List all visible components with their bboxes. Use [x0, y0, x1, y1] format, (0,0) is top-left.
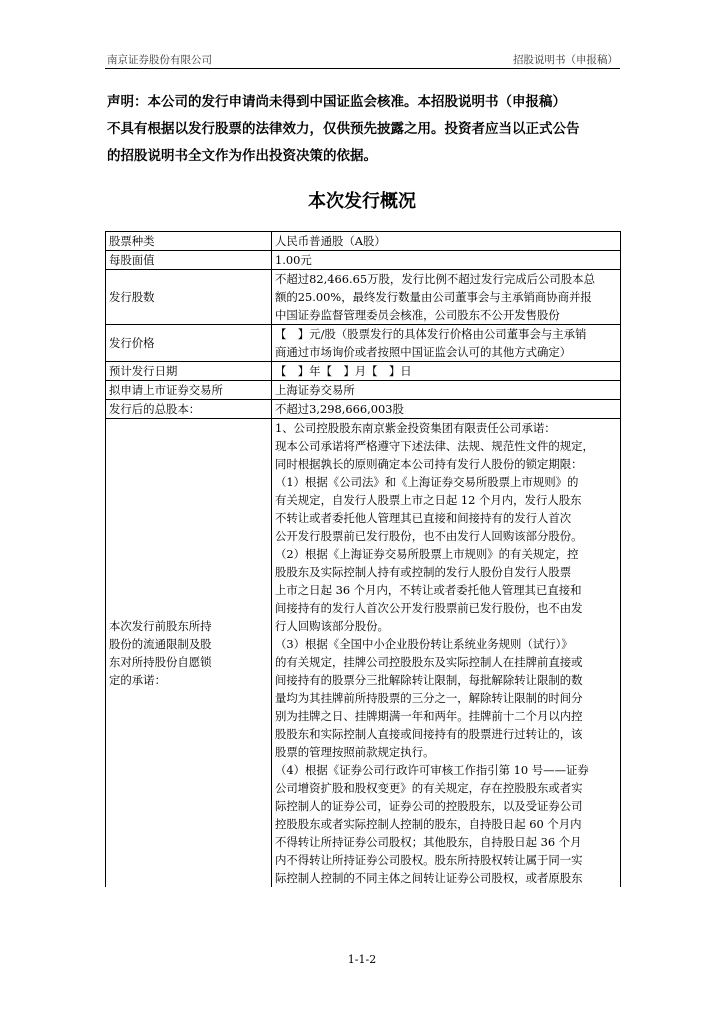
- row-value: 上海证券交易所: [272, 381, 621, 400]
- row-key: 每股面值: [106, 251, 272, 270]
- row-value: 【 】年【 】月【 】日: [272, 362, 621, 381]
- row-value-text: 【 】元/股（股票发行的具体发行价格由公司董事会与主承销 商通过市场询价或者按照中国证监会认可的其他方式确定）: [275, 327, 587, 359]
- table-row: [106, 381, 621, 400]
- row-value: [272, 325, 621, 362]
- row-value-text: 不超过82,466.65万股，发行比例不超过发行完成后公司股本总 额的25.00%，最终发行数量由公司董事会与主承销商协商并报 中国证券监督管理委员会核准，公司股东不公开发售股份: [275, 272, 595, 322]
- row-value: [272, 270, 621, 325]
- table-row: [106, 251, 621, 270]
- row-key: 发行股数: [106, 270, 272, 325]
- table-row: [106, 362, 621, 381]
- offering-summary-table: [105, 231, 621, 887]
- row-value: 1.00元: [272, 251, 621, 270]
- header-doc-title: 招股说明书（申报稿）: [513, 54, 618, 66]
- declaration: 声明：本公司的发行申请尚未得到中国证监会核准。本招股说明书（申报稿） 不具有根据以发行股票的法律效力，仅供预先披露之用。投资者应当以正式公告 的招股说明书全文作为作出投资决策的依据。: [107, 94, 580, 164]
- section-title: 本次发行概况: [308, 191, 416, 212]
- row-value-text: 1、公司控股股东南京紫金投资集团有限责任公司承诺： 现本公司承诺将严格遵守下述法律、法规、规范性文件的规定， 同时根据孰长的原则确定本公司持有发行人股份的锁定期限： （1）根据《公司法》和《上海证券交易所股票上市规则》的 有关规定，自发行人股票上市之日起 12 个月内，发行人股东 不转让或者委托他人管理其已直接和间接持有的发行人首次 公开发行股票前已发行股份，也不由发行人回购该部分股份。 （2）根据《上海证券交易所股票上市规则》的有关规定，控 股股东及实际控制人持有或控制的发行人股份自发行人股票 上市之日起 36 个月内，不转让或者委托他人管理其已直接和 间接持有的发行人首次公开发行股票前已发行股份，也不由发 行人回购该部分股份。 （3）根据《全国中小企业股份转让系统业务规则（试行）》 的有关规定，挂牌公司控股股东及实际控制人在挂牌前直接或 间接持有的股票分三批解除转让限制，每批解除转让限制的数 量均为其挂牌前所持股票的三分之一，解除转让限制的时间分 别为挂牌之日、挂牌期满一年和两年。挂牌前十二个月以内控 股股东和实际控制人直接或间接持有的股票进行过转让的，该 股票的管理按照前款规定执行。 （4）根据《证券公司行政许可审核工作指引第 10 号——证券 公司增资扩股和股权变更》的有关规定，存在控股股东或者实 际控制人的证券公司，证券公司的控股股东，以及受证券公司 控股股东或者实际控制人控制的股东，自持股日起 60 个月内 不得转让所持证券公司股权；其他股东，自持股日起 36 个月 内不得转让所持证券公司股权。股东所持股权转让属于同一实 际控制人控制的不同主体之间转让证券公司股权，或者原股东: [275, 421, 594, 885]
- row-key: 发行后的总股本：: [106, 400, 272, 419]
- table-row: [106, 232, 621, 251]
- table-row: [106, 400, 621, 419]
- table-row: [106, 270, 621, 325]
- row-key: 拟申请上市证券交易所: [106, 381, 272, 400]
- row-key: 股票种类: [106, 232, 272, 251]
- page-number: 1-1-2: [347, 953, 377, 966]
- row-value: [272, 419, 621, 888]
- header-company: 南京证券股份有限公司: [107, 54, 212, 66]
- row-key: 发行价格: [106, 325, 272, 362]
- table-row: [106, 419, 621, 888]
- row-value: 人民币普通股（A股）: [272, 232, 621, 251]
- row-value: 不超过3,298,666,003股: [272, 400, 621, 419]
- row-key: 预计发行日期: [106, 362, 272, 381]
- table-row: [106, 325, 621, 362]
- row-key: [106, 419, 272, 888]
- row-key-text: 本次发行前股东所持 股份的流通限制及股 东对所持股份自愿锁 定的承诺：: [109, 619, 212, 687]
- page-header: [105, 50, 620, 69]
